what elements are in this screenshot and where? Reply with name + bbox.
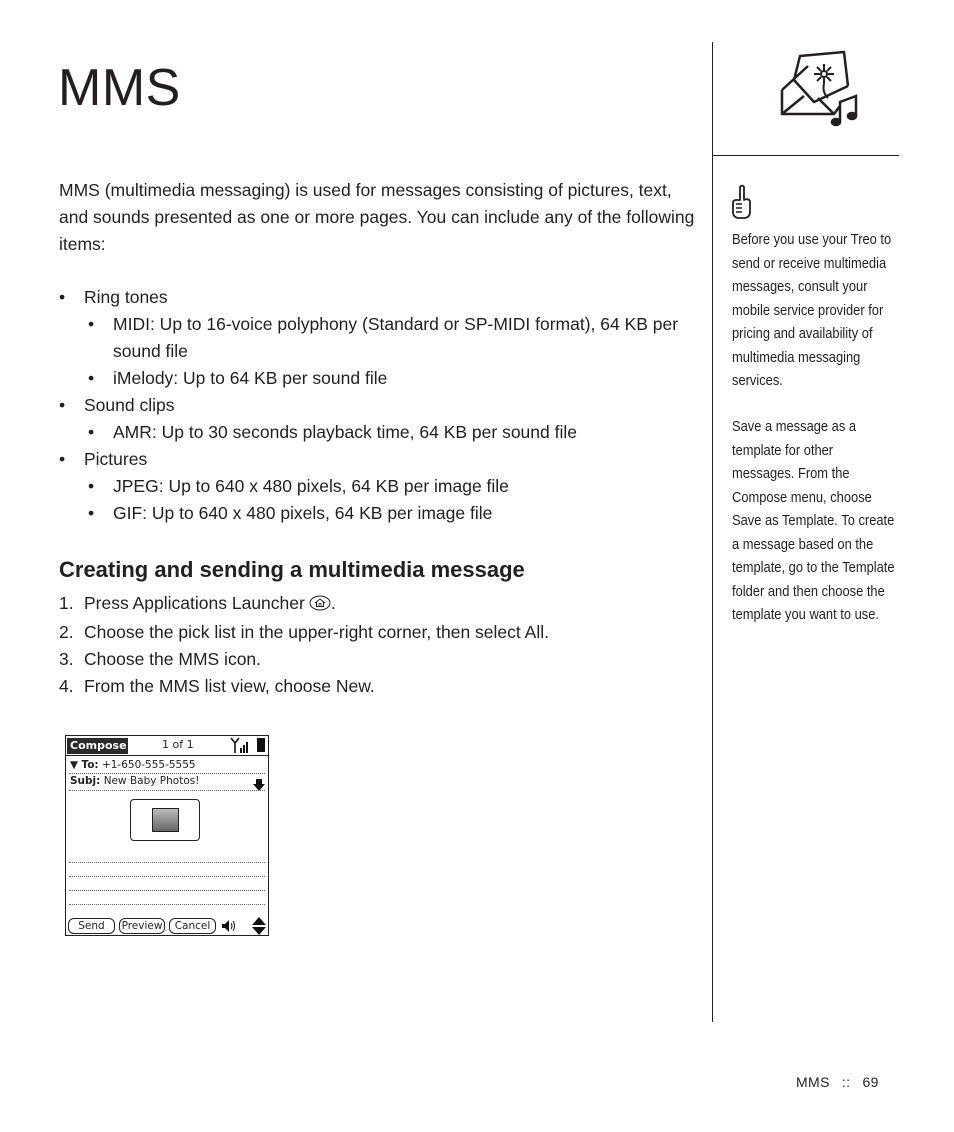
item-term: iMelody: bbox=[113, 368, 179, 388]
item-desc: Up to 640 x 480 pixels, 64 KB per image file bbox=[163, 476, 509, 496]
mms-envelope-icon bbox=[778, 50, 862, 135]
list-item bbox=[59, 446, 699, 527]
divider bbox=[69, 890, 265, 891]
item-desc: Up to 640 x 480 pixels, 64 KB per image file bbox=[147, 503, 493, 523]
item-term: JPEG: bbox=[113, 476, 164, 496]
to-dropdown-icon[interactable]: ▼ bbox=[70, 759, 79, 771]
step-number: 3. bbox=[59, 649, 74, 669]
item-desc: Up to 30 seconds playback time, 64 KB per sound file bbox=[156, 422, 577, 442]
to-field[interactable] bbox=[70, 759, 196, 772]
sidebar-header-rule bbox=[712, 155, 899, 156]
item-term: AMR: bbox=[113, 422, 157, 442]
pointing-hand-icon bbox=[730, 184, 754, 225]
divider bbox=[69, 790, 265, 791]
step-text-end: . bbox=[330, 593, 336, 613]
scroll-down-icon[interactable] bbox=[253, 777, 265, 796]
step-text: Press Applications Launcher bbox=[84, 593, 305, 613]
preview-button[interactable]: Preview bbox=[119, 918, 165, 934]
supported-items-list bbox=[59, 284, 699, 527]
intro-paragraph: MMS (multimedia messaging) is used for messages consisting of pictures, text, and sounds presented as one or more pages. You can include any of the following items: bbox=[59, 180, 695, 254]
subject-value[interactable]: New Baby Photos! bbox=[103, 775, 200, 787]
step-item bbox=[59, 619, 549, 646]
photo-thumbnail-icon bbox=[152, 808, 179, 832]
item-term: GIF: bbox=[113, 503, 148, 523]
list-item bbox=[88, 365, 699, 392]
sidebar-divider bbox=[712, 42, 713, 1022]
scroll-arrows-icon[interactable] bbox=[251, 916, 267, 940]
step-item bbox=[59, 646, 549, 673]
section-heading: Creating and sending a multimedia message bbox=[59, 557, 525, 582]
divider bbox=[69, 862, 265, 863]
item-label: Sound clips bbox=[84, 395, 175, 415]
image-attachment[interactable] bbox=[130, 799, 200, 841]
divider bbox=[69, 773, 265, 774]
list-item bbox=[88, 473, 699, 500]
send-button[interactable]: Send bbox=[68, 918, 115, 934]
to-value[interactable]: +1-650-555-5555 bbox=[101, 759, 196, 771]
battery-icon bbox=[257, 738, 265, 752]
to-label: To: bbox=[81, 759, 99, 771]
item-desc: Up to 64 KB per sound file bbox=[178, 368, 388, 388]
page-indicator: 1 of 1 bbox=[162, 738, 194, 751]
footer-separator: :: bbox=[841, 1074, 851, 1090]
footer-section: MMS bbox=[796, 1074, 830, 1090]
list-item bbox=[88, 311, 699, 365]
divider bbox=[69, 876, 265, 877]
phone-title-bar bbox=[66, 736, 268, 756]
steps-list bbox=[59, 590, 549, 700]
item-term: MIDI: bbox=[113, 314, 155, 334]
item-label: Pictures bbox=[84, 449, 148, 469]
compose-tab[interactable]: Compose bbox=[67, 738, 128, 754]
speaker-icon[interactable] bbox=[221, 918, 237, 937]
cancel-button[interactable]: Cancel bbox=[169, 918, 216, 934]
tip-paragraph: Before you use your Treo to send or receive multimedia messages, consult your mobile service provider for pricing and availability of multimedia messaging services. bbox=[732, 231, 892, 389]
signal-icon bbox=[229, 737, 251, 758]
step-item bbox=[59, 590, 549, 619]
divider bbox=[69, 904, 265, 905]
step-text: From the MMS list view, choose New. bbox=[84, 676, 375, 696]
item-desc: Up to 16-voice polyphony (Standard or SP-MIDI format), 64 KB per sound file bbox=[113, 314, 679, 361]
page-title: MMS bbox=[58, 59, 181, 117]
page-number: 69 bbox=[862, 1074, 879, 1090]
subject-label: Subj: bbox=[70, 775, 101, 787]
list-item bbox=[59, 284, 699, 392]
item-label: Ring tones bbox=[84, 287, 168, 307]
home-launcher-icon bbox=[309, 592, 331, 619]
step-text: Choose the MMS icon. bbox=[84, 649, 262, 669]
step-number: 4. bbox=[59, 676, 74, 696]
step-number: 1. bbox=[59, 593, 74, 613]
page-footer bbox=[796, 1074, 879, 1090]
list-item bbox=[59, 392, 699, 446]
list-item bbox=[88, 419, 699, 446]
phone-screenshot bbox=[65, 735, 269, 936]
step-text: Choose the pick list in the upper-right corner, then select All. bbox=[84, 622, 549, 642]
tip-paragraph: Save a message as a template for other messages. From the Compose menu, choose Save as Template. To create a message based on the template, go to the Template folder and then choose the template you want to use. bbox=[732, 418, 895, 623]
list-item bbox=[88, 500, 699, 527]
subject-field[interactable] bbox=[70, 775, 199, 788]
step-number: 2. bbox=[59, 622, 74, 642]
step-item bbox=[59, 673, 549, 700]
